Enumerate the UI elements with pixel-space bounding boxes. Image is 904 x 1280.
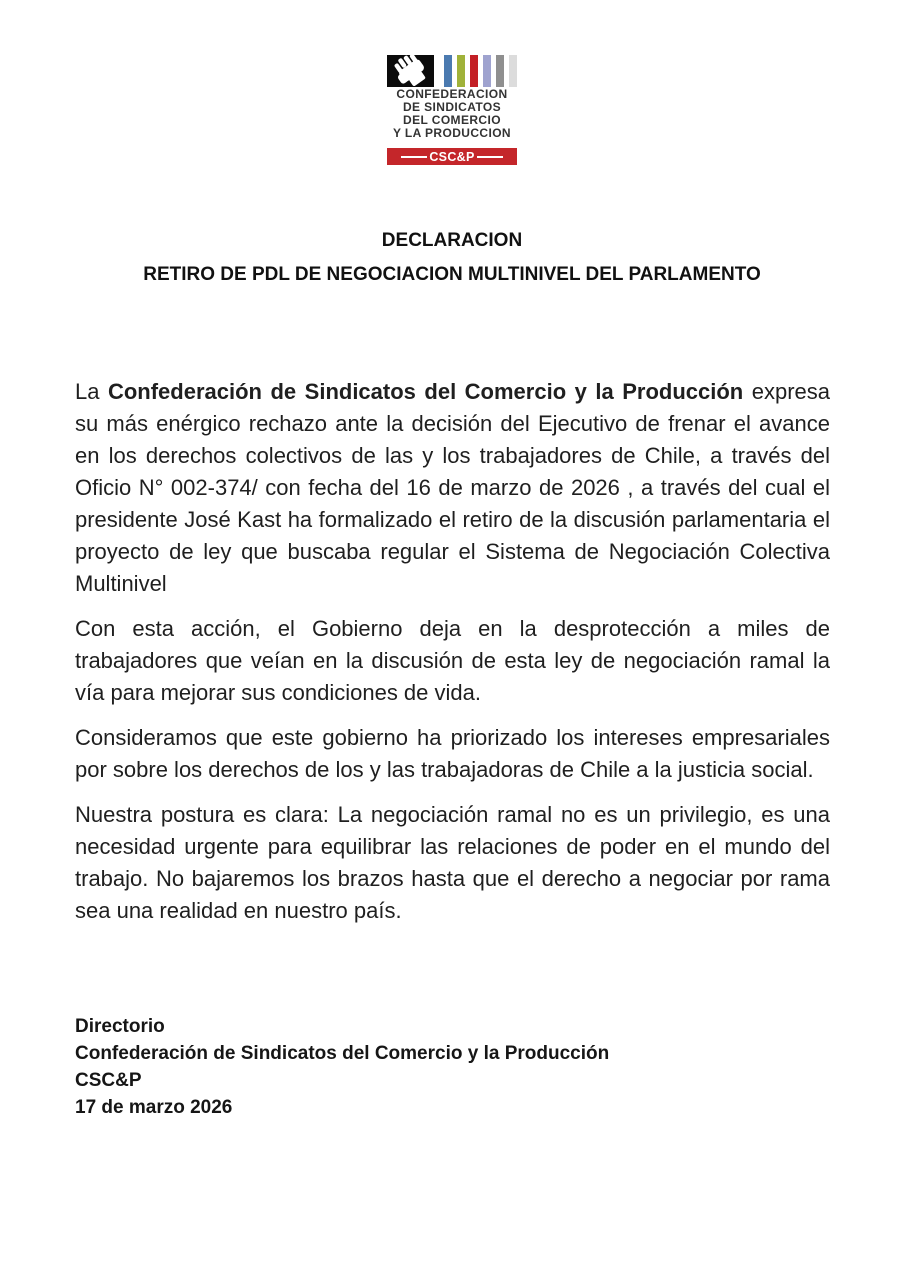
paragraph-1-prefix: La (75, 379, 108, 404)
logo-bar (444, 55, 452, 87)
signature-block (75, 1013, 904, 1121)
logo-bar (470, 55, 478, 87)
document-title: DECLARACION (381, 230, 523, 251)
banner-dash (401, 156, 427, 158)
signature-acronym: CSC&P (75, 1070, 142, 1091)
logo-bar (509, 55, 517, 87)
org-name-line: Y LA PRODUCCION (392, 126, 511, 140)
declaration-body (75, 376, 830, 927)
org-name-line: DE SINDICATOS (402, 100, 502, 114)
logo-bar (457, 55, 465, 87)
signature-org: Confederación de Sindicatos del Comercio y la Producción (75, 1043, 610, 1064)
fist-box (387, 55, 434, 87)
signature-role: Directorio (75, 1016, 165, 1037)
org-name-bold: Confederación de Sindicatos del Comercio y la Producción (107, 379, 744, 404)
org-name-line: DEL COMERCIO (403, 113, 501, 127)
logo-banner (387, 148, 517, 165)
logo-color-bars (434, 55, 517, 87)
banner-dash (477, 156, 503, 158)
logo-bar (483, 55, 491, 87)
paragraph-1-rest: expresa su más enérgico rechazo ante la decisión del Ejecutivo de frenar el avance en los derechos colectivos de las y los trabajadores de Chile, a través del Oficio N° 002-374/ con fecha del 16 de marzo de 2026 , a través del cual el presidente José Kast ha formalizado el retiro de la discusión parlamentaria el proyecto de ley que buscaba regular el Sistema de Negociación Colectiva Multinivel (75, 379, 830, 596)
logo-emblem-row (387, 55, 517, 87)
paragraph-2: Con esta acción, el Gobierno deja en la desprotección a miles de trabajadores que veían en la discusión de esta ley de negociación ramal la vía para mejorar sus condiciones de vida. (75, 616, 830, 705)
org-acronym: CSC&P (429, 149, 475, 164)
document-subtitle: RETIRO DE PDL DE NEGOCIACION MULTINIVEL DEL PARLAMENTO (143, 264, 761, 285)
org-logo (387, 55, 517, 165)
paragraph-1 (75, 376, 830, 600)
paragraph-3: Consideramos que este gobierno ha priorizado los intereses empresariales por sobre los derechos de los y las trabajadoras de Chile a la justicia social. (75, 725, 830, 782)
paragraph-4: Nuestra postura es clara: La negociación ramal no es un privilegio, es una necesidad urgente para equilibrar las relaciones de poder en el mundo del trabajo. No bajaremos los brazos hasta que el derecho a negociar por rama sea una realidad en nuestro país. (75, 802, 830, 923)
org-name-line: CONFEDERACION (396, 87, 508, 101)
signature-date: 17 de marzo 2026 (75, 1097, 233, 1118)
logo-bar (496, 55, 504, 87)
raised-fist-icon (387, 55, 434, 87)
